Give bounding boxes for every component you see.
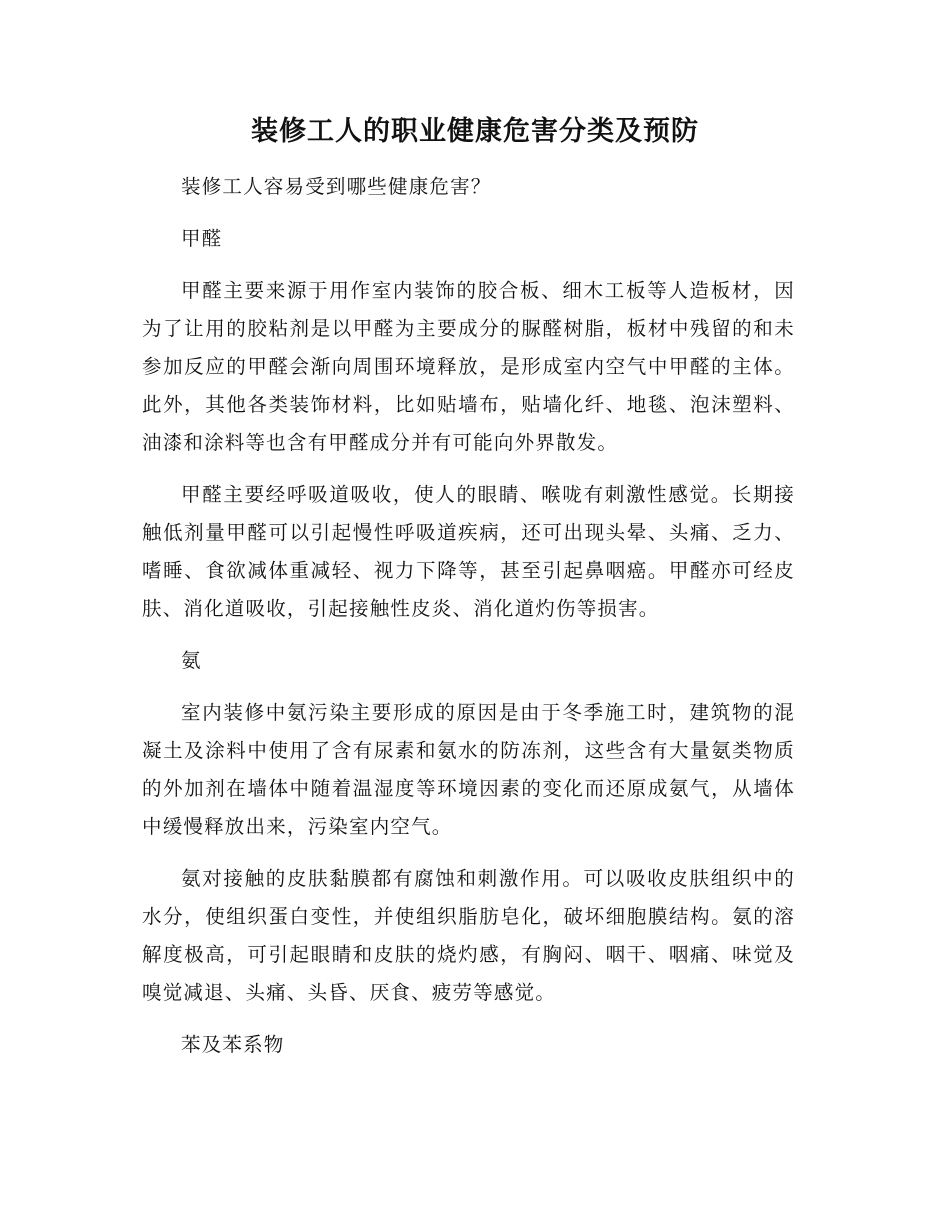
paragraph-ammonia-effects: 氨对接触的皮肤黏膜都有腐蚀和刺激作用。可以吸收皮肤组织中的水分，使组织蛋白变性，并使组织脂肪皂化，破坏细胞膜结构。氨的溶解度极高，可引起眼睛和皮肤的烧灼感，有胸闷、咽干、咽痛、味觉及嗅觉减退、头痛、头昏、厌食、疲劳等感觉。: [142, 867, 795, 1004]
section-heading-formaldehyde: 甲醛: [181, 227, 223, 250]
paragraph-formaldehyde-effects: 甲醛主要经呼吸道吸收，使人的眼睛、喉咙有刺激性感觉。长期接触低剂量甲醛可以引起慢性呼吸道疾病，还可出现头晕、头痛、乏力、嗜睡、食欲减体重减轻、视力下降等，甚至引起鼻咽癌。甲醛亦可经皮肤、消化道吸收，引起接触性皮炎、消化道灼伤等损害。: [142, 483, 795, 620]
section-heading-benzene: 苯及苯系物: [181, 1033, 285, 1056]
document-body: [142, 168, 795, 1078]
document-title: 装修工人的职业健康危害分类及预防: [251, 116, 699, 147]
question-heading: 装修工人容易受到哪些健康危害？: [181, 175, 492, 198]
paragraph-formaldehyde-source: 甲醛主要来源于用作室内装饰的胶合板、细木工板等人造板材，因为了让用的胶粘剂是以甲醛为主要成分的脲醛树脂，板材中残留的和未参加反应的甲醛会渐向周围环境释放，是形成室内空气中甲醛的主体。此外，其他各类装饰材料，比如贴墙布，贴墙化纤、地毯、泡沫塑料、油漆和涂料等也含有甲醛成分并有可能向外界散发。: [142, 279, 795, 454]
section-heading-ammonia: 氨: [181, 649, 202, 672]
paragraph-ammonia-source: 室内装修中氨污染主要形成的原因是由于冬季施工时，建筑物的混凝土及涂料中使用了含有尿素和氨水的防冻剂，这些含有大量氨类物质的外加剂在墙体中随着温湿度等环境因素的变化而还原成氨气，从墙体中缓慢释放出来，污染室内空气。: [142, 701, 795, 838]
